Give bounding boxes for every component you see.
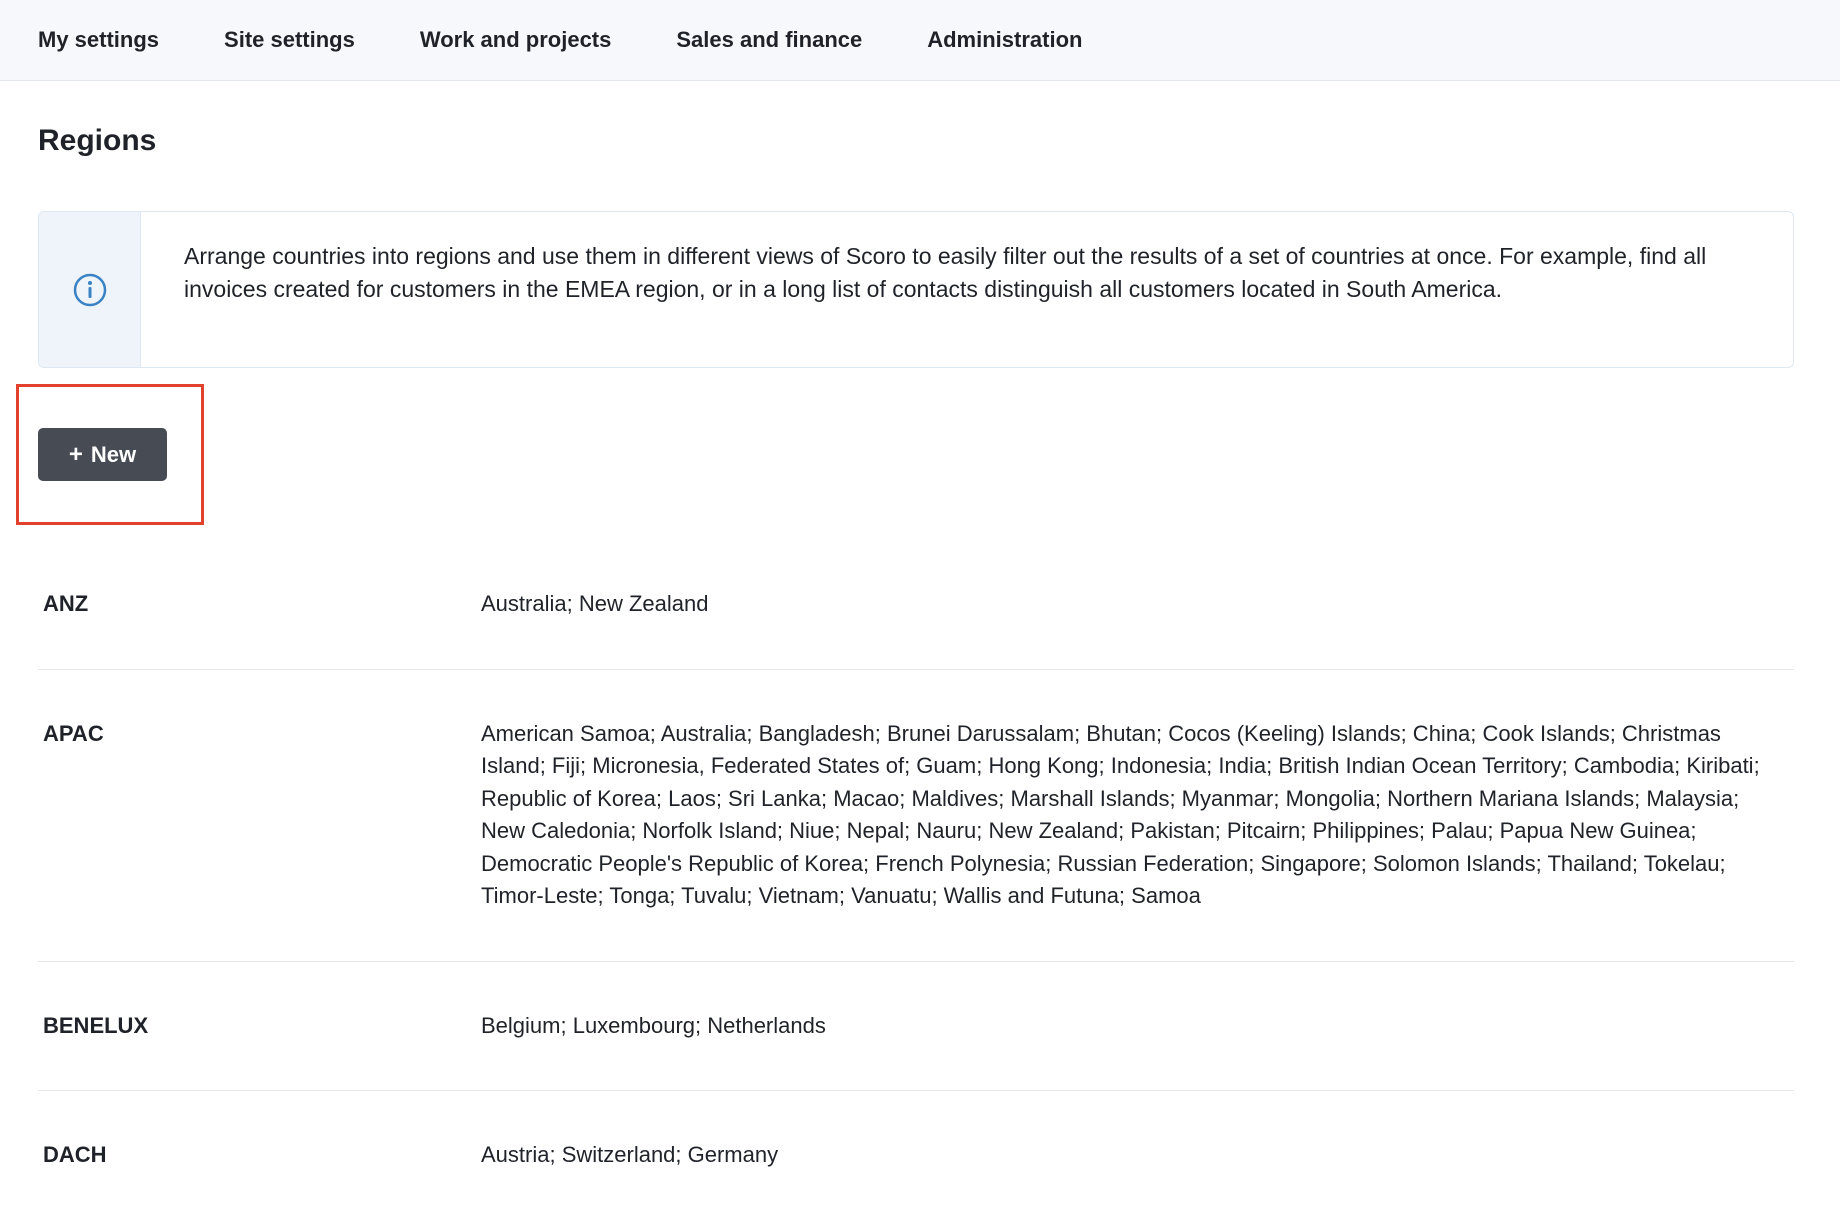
page-title: Regions [38, 124, 157, 157]
nav-item-my-settings[interactable]: My settings [38, 27, 160, 52]
region-countries: Austria; Switzerland; Germany [481, 1142, 779, 1167]
top-navigation [0, 0, 1840, 81]
region-name[interactable]: APAC [43, 720, 104, 746]
new-button-label: New [90, 441, 137, 467]
regions-list [38, 540, 1794, 1220]
plus-icon: + [68, 440, 83, 468]
nav-item-sales-and-finance[interactable]: Sales and finance [676, 27, 863, 52]
info-box [38, 211, 1794, 368]
region-name[interactable]: DACH [43, 1142, 107, 1167]
region-countries: Australia; New Zealand [481, 591, 709, 616]
region-countries: Belgium; Luxembourg; Netherlands [481, 1012, 826, 1038]
region-countries: American Samoa; Australia; Bangladesh; Brunei Darussalam; Bhutan; Cocos (Keeling) Islands; China; Cook Islands; Christmas Island; Fiji; Micronesia, Federated States of; Guam; Hong Kong; Indonesia; India; British Indian Ocean Territory; Cambodia; Kiribati; Republic of Korea; Laos; Sri Lanka; Macao; Maldives; Marshall Islands; Myanmar; Mongolia; Northern Mariana Islands; Malaysia; New Caledonia; Norfolk Island; Niue; Nepal; Nauru; New Zealand; Pakistan; Pitcairn; Philippines; Palau; Papua New Guinea; Democratic People's Republic of Korea; French Polynesia; Russian Federation; Singapore; Solomon Islands; Thailand; Tokelau; Timor-Leste; Tonga; Tuvalu; Vietnam; Vanuatu; Wallis and Futuna; Samoa [481, 720, 1760, 908]
info-icon [73, 273, 107, 307]
nav-item-administration[interactable]: Administration [927, 27, 1083, 52]
region-row-anz[interactable] [38, 540, 1794, 670]
info-text: Arrange countries into regions and use them in different views of Scoro to easily filter out the results of a set of countries at once. For example, find all invoices created for customers in the EMEA region, or in a long list of contacts distinguish all customers located in South America. [184, 243, 1707, 302]
region-row-dach[interactable] [38, 1091, 1794, 1220]
nav-item-work-and-projects[interactable]: Work and projects [419, 27, 612, 52]
info-icon-panel [39, 212, 141, 367]
new-region-button[interactable] [38, 428, 167, 481]
region-name[interactable]: ANZ [43, 591, 89, 616]
region-row-apac[interactable] [38, 670, 1794, 962]
nav-item-site-settings[interactable]: Site settings [224, 27, 355, 52]
region-row-benelux[interactable] [38, 962, 1794, 1092]
region-name[interactable]: BENELUX [43, 1012, 149, 1038]
